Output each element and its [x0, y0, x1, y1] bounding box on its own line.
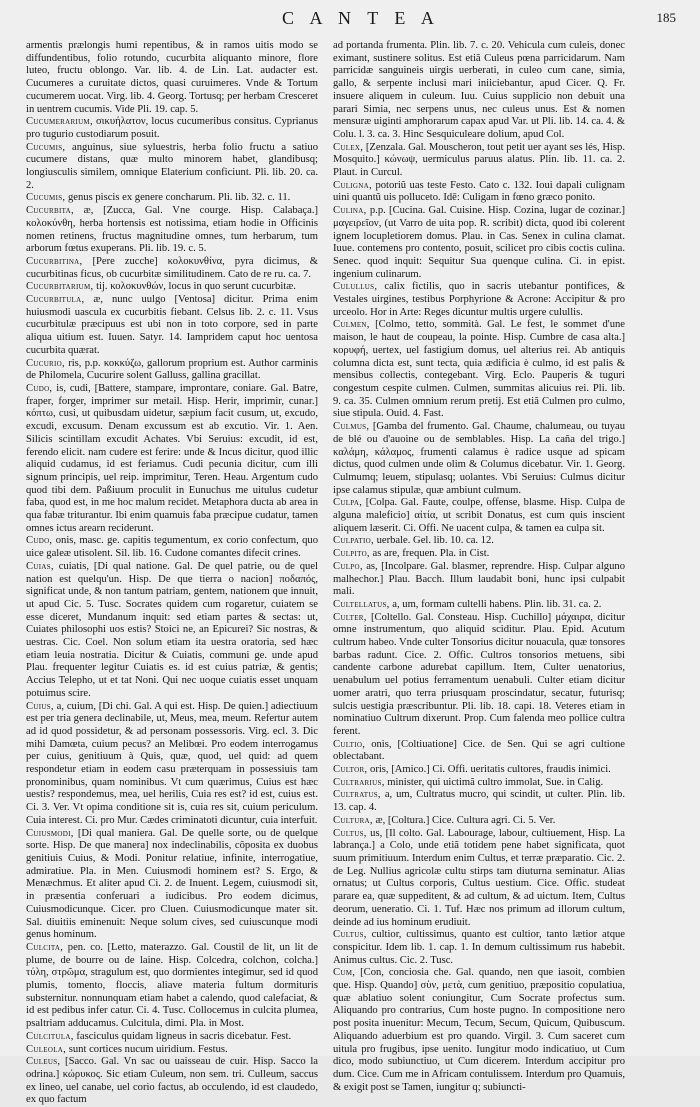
- entry-headword: Cucurbitarium,: [26, 281, 94, 293]
- entry-headword: Culigna,: [333, 179, 372, 191]
- dictionary-entry: [333, 967, 625, 1094]
- entry-headword: Culpo,: [333, 560, 363, 572]
- dictionary-entry: [26, 561, 318, 701]
- entry-headword: Cudo,: [26, 535, 53, 547]
- entry-headword: Culpito,: [333, 548, 370, 560]
- entry-text: [Colpa. Gal. Faute, coulpe, offense, blasme. Hisp. Culpa de alguna maleficio] αἰτία, ut scribit Donatus, est cum quis inscient aliquem læserit. Ci. Offi. Ne uacent culpa, & tamen ea culpa sit.: [333, 497, 625, 534]
- entry-headword: Cucumerarium,: [26, 116, 93, 128]
- entry-headword: Cultus,: [333, 929, 367, 941]
- left-column: [26, 40, 318, 1106]
- entry-headword: Cudo,: [26, 382, 53, 394]
- entry-text: ad portanda frumenta. Plin. lib. 7. c. 20. Vehicula cum culeis, donec eximant, sustinere solitus. Est etiã Culeus pœna parricidarum. Nam parricidæ sanguineis uirgis uerberati, in culeo cum cane, simia, gallo, & serpente inclusi mari iniiciebantur, apud Cicer. Q. Fr. insuere aliquem in culeum. Iuu. Cuius supplicio non debuit una parari Simia, nec serpens unus, nec culeus unus. Est & nomen mensuræ uiginti amphorarum capax apud Var. ut Pli. lib. 14. ca. 4. & Colu. l. 3. ca. 3. Hinc Sesquiculeare dolium, apud Col.: [333, 40, 625, 140]
- dictionary-entry: [26, 1031, 318, 1044]
- page-header: [0, 8, 700, 30]
- entry-headword: Cultio,: [333, 738, 366, 750]
- entry-headword: Cultura,: [333, 814, 373, 826]
- entry-text: æ, [Coltura.] Cice. Cultura agri. Ci. 5. Ver.: [372, 814, 556, 826]
- entry-text: a, um, formam cultelli habens. Plin. lib. 31. ca. 2.: [389, 598, 602, 610]
- entry-text: armentis prælongis humi repentibus, & in ramos uitis modo se diffundentibus, folio rotundo, cucurbita aliquanto minore, flore luteo, fructu oblongo. Var. lib. 4. de Lin. Lat. audacter est. Cucumeres a curuitate dictos, quasi curuimeres. Vnde & Tortum cucumerem uocat. Virg. lib. 4. Georg. Tortusq; per herbam Cresceret in uentrem cucumis. Vide Pli. 19. cap. 5.: [26, 40, 318, 115]
- dictionary-entry: [333, 789, 625, 814]
- dictionary-entry: [26, 383, 318, 535]
- entry-text: tij. κολοκυνθών, locus in quo serunt cucurbitæ.: [93, 281, 296, 293]
- dictionary-entry: [26, 256, 318, 281]
- entry-text: a, um, Cultratus mucro, qui scindit, ut culter. Plin. lib. 13. cap. 4.: [333, 789, 625, 814]
- entry-headword: Cucurbitina,: [26, 255, 83, 267]
- dictionary-entry: [26, 40, 318, 116]
- entry-text: pen. co. [Letto, materazzo. Gal. Coustil de lit, un lit de plume, de bourre ou de laine. Hisp. Colcedra, colchon, colcha.] τύλη, στρῶμα, stragulum est, quo dormientes integimur, sed id quod plumis, tomento, floccis, aliave materia fultum dormituris substernitur. nonnunquam etiam habet a calendo, quod calefaciat, & id est pedibus infer catur. Ci. 4. Tusc. Collocemus in culcita plumea, psaltriam adducamus. Culcitula, dimi. Pla. in Most.: [26, 941, 318, 1030]
- dictionary-entry: [333, 561, 625, 599]
- dictionary-entry: [26, 358, 318, 383]
- entry-text: minister, qui uictimã cultro immolat, Sue. in Calig.: [384, 776, 604, 788]
- entry-text: [Sacco. Gal. Vn sac ou uaisseau de cuir. Hisp. Sacco la odrina.] κώρυκος. Sic etiam Culeum, non sem. tri. Culleum, saccus ex lineo, uel canabe, uel corio factus, ab occulendo, id est claudedo, ex quo factum: [26, 1056, 318, 1106]
- entry-headword: Cultratus,: [333, 789, 381, 801]
- entry-headword: Cuias,: [26, 560, 54, 572]
- entry-text: us, [Il colto. Gal. Labourage, labour, cultiuement, Hisp. La labrança.] a Colo, unde etiã totidem pene habet significata, quot suum primitiuum. Interdum enim Cultus, et terræ præparatio. Cic. 2. de Leg. Nullius agricolæ cultu stirps tam diuturna seminatur. Alias ornatus; ut Cultus corporis, Cultus uestium. Cice. Offic. studeat parare ea, quæ suppeditent, & ad cultum, & ad uictum. Item, Cultus deorum, ueneratio. Ci. 1. Tuf. Hæc nos primum ad illorum cultum, deinde ad ius hominum erudiuit.: [333, 827, 625, 928]
- entry-text: ris, p.p. κοκκύζω, gallorum proprium est. Author carminis de Philomela, Cucurire solent Galluss, gallina gracillat.: [26, 357, 318, 382]
- entry-headword: Cuius,: [26, 700, 54, 712]
- entry-text: anguinus, siue syluestris, herba folio fructu a satiuo cucumere distans, quæ multo minorem habet, glandibusq; longiusculis similem, omnique Elaterium conficiunt. Pli. lib. 20. ca. 2.: [26, 141, 318, 191]
- entry-headword: Culcitula,: [26, 1030, 74, 1042]
- entry-text: æ, nunc uulgo [Ventosa] dicitur. Prima enim huiusmodi uascula ex cucurbitis fiebant. Celsus lib. 2. c. 11. Vsus cucurbitulæ præcipuus est ubi non in toto corpore, sed in parte aliqua uitium est. Iuuen. Satyr. 14. Iampridem caput hoc uentosa cucurbita quærat.: [26, 294, 318, 356]
- entry-headword: Cucurbita,: [26, 205, 74, 217]
- dictionary-entry: [333, 535, 625, 548]
- entry-text: [Zenzala. Gal. Mouscheron, tout petit uer ayant ses lés, Hisp. Mosquito.] κώνωψ, uermiculus paruus alatus. Plin. lib. 11. ca. 2. Plaut. in Curcul.: [333, 141, 625, 179]
- entry-headword: Culeus,: [26, 1056, 61, 1068]
- dictionary-entry: [333, 205, 625, 281]
- dictionary-entry: [26, 701, 318, 828]
- entry-headword: Cuiusmodi,: [26, 827, 74, 839]
- right-column: [333, 40, 625, 1093]
- entry-headword: Cucurio,: [26, 357, 65, 369]
- entry-text: æ, [Zucca, Gal. Vne courge. Hisp. Calabaça.] κολοκύνθη, herba hortensis est notissima, etiam hodie in Officinis nomen retinens, fructus magnitudine omnes, tum herbarum, tum arborum fœtus exuperans. Pli. lib. 19. c. 5.: [26, 205, 318, 255]
- dictionary-entry: [333, 142, 625, 180]
- dictionary-entry: [26, 535, 318, 560]
- dictionary-entry: [333, 319, 625, 421]
- entry-text: [Con, conciosia che. Gal. quando, nen que iasoit, combien que. Hisp. Quando] σὺν, μετὰ, cum genitiuo, præpositio copulatiua, quæ ablatiuo solent coniungitur, Cum Socrate profectus sum. Aliquando pro contrarius, Cum hoste pugno. In compositione nero post posita inuenitur: Mecum, Tecum, Secum, Quicum, Quibuscum. Aliquando aduerbium est pro quando. Virgil. 3. Cum saceret cum uitula pro frugibus, ipse uenito. Iungitur modo indicatiuo, ut Cum dico, modo subiunctiuo, ut Cum dicerem. Interdum accipitur pro dum. Cice. Cum me in Africam contulissem. Interdum pro Quamuis, & exigit post se Tamen, iungitur q; subiuncti-: [333, 967, 625, 1093]
- dictionary-entry: [26, 1044, 318, 1057]
- entry-text: p.p. [Cucina. Gal. Cuisine. Hisp. Cozina, lugar de cozinar.] μαγειρεῖον, (ut Varro de uita pop. R. scribit) dicta, quod ibi colerent ignem locupletiorem domus. Plau. in Cas. Senex in culina clamat. Iuue. contemens pro contento, posuit, scilicet pro cibis coctis culina. Senec. quod inquit: Sequitur Sua quenque culina. Ci. in epist. ingenium culinarum.: [333, 205, 625, 280]
- dictionary-entry: [26, 1056, 318, 1107]
- entry-text: genus piscis ex genere concharum. Pli. lib. 32. c. 11.: [65, 192, 291, 204]
- entry-text: uerbale. Gel. lib. 10. ca. 12.: [373, 535, 494, 547]
- entry-text: potoriũ uas teste Festo. Cato c. 132. Ioui dapali culignam uini quantũ uis polluceto. Idē: Culigam in fœno græco ponito.: [333, 179, 625, 204]
- entry-headword: Cultus,: [333, 827, 367, 839]
- dictionary-entry: [333, 828, 625, 930]
- entry-text: σικυήλατον, locus cucumeribus consitus. Cyprianus pro tugurio custodiarum posuit.: [26, 116, 318, 140]
- entry-text: onis, [Coltiuatione] Cice. de Sen. Qui se agri cultione oblectabant.: [333, 738, 625, 763]
- dictionary-entry: [333, 421, 625, 497]
- dictionary-entry: [26, 205, 318, 256]
- dictionary-entry: [333, 739, 625, 764]
- entry-headword: Culex,: [333, 141, 364, 153]
- entry-headword: Cucumis,: [26, 141, 66, 153]
- dictionary-entry: [26, 142, 318, 193]
- dictionary-entry: [333, 548, 625, 561]
- entry-text: sunt cortices nucum uiridium. Festus.: [66, 1043, 228, 1055]
- entry-headword: Cultrarius,: [333, 776, 385, 788]
- entry-text: cuiatis, [Di qual natione. Gal. De quel patrie, ou de quel nation est quelqu'un. Hisp. De que tierra o nacion] ποδαπός, significat unde, & non tantum patriam, gentem, nationem que innuit, ut apud Cic. 5. Tusc. Socrates quidem cum rogaretur, cuiatem se esse diceret, Mundanum inquit: sed etiam partes & sectas: ut, Cuiates philosophi uos estis? Stoici ne, an Epicurei? Sic nostras, & uestras. Cic. Coel. Non solum etiam ita uestra oratoria, sed hæc etiam leuia nostratia. Dicitur & Cuiatis, communi ge. unde apud Plau. frequenter legitur Cuiatis es. id est cuius patriæ, & gentis; Accius Telepho, ut et tat Noni. Qui nec uoque cuiatis esset unquam potuimus scire.: [26, 560, 318, 699]
- dictionary-entry: [26, 281, 318, 294]
- entry-headword: Cum,: [333, 967, 356, 979]
- dictionary-entry: [333, 929, 625, 967]
- dictionary-entry: [333, 815, 625, 828]
- page-number: 185: [656, 10, 676, 25]
- entry-headword: Culcita,: [26, 941, 64, 953]
- entry-text: calix fictilis, quo in sacris utebantur pontifices, & Vestales uirgines, testibus Porphyrione & Acrone: Accipitur & pro urceolo. Hor in Arte: Reges dicuntur multis urgere culullis.: [333, 281, 625, 318]
- entry-headword: Culter,: [333, 611, 367, 623]
- entry-headword: Culullus,: [333, 281, 378, 293]
- entry-headword: Cultor,: [333, 764, 368, 776]
- entry-headword: Cucurbitula,: [26, 294, 85, 306]
- dictionary-entry: [26, 942, 318, 1031]
- dictionary-entry: [333, 612, 625, 739]
- entry-text: onis, masc. ge. capitis tegumentum, ex corio confectum, quo uice galeæ utisolent. Sil. lib. 16. Cudone comantes difecit crines.: [26, 535, 318, 560]
- dictionary-entry: [333, 764, 625, 777]
- entry-headword: Cucumis,: [26, 192, 66, 204]
- entry-headword: Culina,: [333, 205, 367, 217]
- dictionary-entry: [26, 294, 318, 358]
- entry-text: [Pere zucche] κολοκυνθίνα, pyra dicimus, & cucurbitinas ficus, ob cucurbitæ similitudinem. Cato de re ru. ca. 7.: [26, 255, 318, 280]
- entry-headword: Culmus,: [333, 421, 370, 433]
- running-head: C A N T E A: [282, 8, 440, 28]
- dictionary-entry: [333, 777, 625, 790]
- dictionary-entry: [26, 116, 318, 141]
- entry-text: as, [Incolpare. Gal. blasmer, reprendre. Hisp. Culpar alguno malhechor.] Plau. Bacch. Illum laudabit boni, hunc ipsi culpabit mali.: [333, 560, 625, 598]
- dictionary-entry: [333, 497, 625, 535]
- entry-text: cultior, cultissimus, quanto est cultior, tanto lætior atque conspicitur. Idem lib. 1. cap. 1. In demum cultissimum rus habebit. Animus cultus. Cic. 2. Tusc.: [333, 929, 625, 966]
- dictionary-entry: [26, 192, 318, 205]
- entry-text: [Colmo, tetto, sommità. Gal. Le fest, le sommet d'une maison, le haut de coupeau, la pointe. Hisp. Cumbre de casa alta.] κορυφή, uertex, uel fastigium domus, uel alterius rei. Ab antiquis columna dicta est, sunt tecta, quia ædificia è culmo, id est palis & mensibus collectis, contegebant. Virg. Eclo. Pauperis & tuguri congestum cespite culmen. Culmen, summitas alicuius rei. Pli. lib. 9. ca. 35. Culmen omnium rerum pretij. Est etiã Culmen pro culmo, siue stipula. Ouid. 4. Fast.: [333, 319, 625, 420]
- entry-text: [Gamba del frumento. Gal. Chaume, chalumeau, ou tuyau de blé ou d'auoine ou de semblables. Hisp. La caña del trigo.] καλάμη, κάλαμος, frumenti calamus è radice usque ad spicam dictus, quod culmen unde olim & Columus dicebatur. Vir. 1. Georg. Culmumq; leuem, stipulasq; uolantes. Vbi Seruius: Culmus dicitur ipse calamus stipulæ, quæ ambiunt culmum.: [333, 421, 625, 496]
- entry-text: as are, frequen. Pla. in Cist.: [369, 548, 490, 560]
- dictionary-entry: [333, 599, 625, 612]
- dictionary-entry: [333, 40, 625, 142]
- entry-headword: Culmen,: [333, 319, 370, 331]
- entry-text: fasciculus quidam ligneus in sacris dicebatur. Fest.: [73, 1030, 292, 1042]
- entry-headword: Culpatio,: [333, 535, 374, 547]
- dictionary-entry: [333, 281, 625, 319]
- dictionary-entry: [333, 180, 625, 205]
- entry-headword: Culpa,: [333, 497, 363, 509]
- entry-text: [Coltello. Gal. Consteau. Hisp. Cuchillo] μάχαιρα, dicitur omne instrumentum, quo aliquid sciditur. Plau. Epid. Acutum cultrum habeo. Vnde culter Tonsorius dicitur nouacula, quæ tonsores barbas radunt. Cice. 2. Offic. Cultros tonsorios metuens, sibi candente carbone adurebat capillum. Item, Culter uenatorius, uenabulum uel potius ferramentum uenabuli. Culter etiam dicitur uomer aratri, quo terra priusquam proscindatur, secatur, futurisq; sulcis uestigia præscribuntur. Pli. lib. 18. capi. 18. Veteres etiam in nominatiuo Cultrum dixerunt. Prop. Cum falenda meo pollice cultra ferent.: [333, 611, 625, 737]
- dictionary-entry: [26, 828, 318, 942]
- entry-headword: Culeola,: [26, 1043, 67, 1055]
- entry-text: oris, [Amico.] Ci. Offi. ueritatis cultores, fraudis inimici.: [367, 764, 611, 776]
- entry-text: [Di qual maniera. Gal. De quelle sorte, ou de quelque sorte. Hisp. De que manera] nox indeclinabilis, cõposita ex duobus genitiuis Cuius, & Modi. Ponitur relatiue, infinite, interrogatiue, admiratiue. Pla. in Men. Cuiusmodi hominem est? S. Ergo, & Menæchmus. Et aliter apud Ci. 2. de Inuent. Legem, cuiusmodi sit, in præsentia conferuari a iudicibus. Pro eodem dicimus, Cuiusmodicunque. Cicer. pro Cluen. Cuiusmodicunque mater sit. Sal. diuitiis eminenuit: Neque solum cives, sed cuiuscunque modi genus hominum.: [26, 827, 318, 941]
- entry-headword: Cultellatus,: [333, 598, 390, 610]
- entry-text: a, cuium, [Di chi. Gal. A qui est. Hisp. De quien.] adiectiuum est per tria genera declinabile, ut, Meus, mea, meum. Refertur autem ad id quod possidetur, & ad personam possessoris. Virg. ecl. 3. Dic mihi Damœta, cuium pecus? an Melibœi. Pro eodem interrogamus per cuius, genitiuum à Quis, quæ, quod, uel quid: ad quem respondetur etiam in eodem casu præterquam in possessiuis tam pronominibus, quam nominibus. Vt cum quærimus, Cuius est hæc uestis? respondemus, mea, uel herilis, Cuia res est? id est, cuius est. Ci. 3. Ver. Vt opima conditione sit is, cuia res sit, cuium periculum. Cuia interest. Ci. pro Mur. Cædes criminatoti dicuntur, cuia interfuit.: [26, 700, 318, 826]
- entry-text: is, cudi, [Battere, stampare, improntare, coniare. Gal. Batre, fraper, forger, imprimer sur metail. Hisp. Herir, imprimir, cunar.] κόπτω, cusi, ut quibusdam uidetur, sæpium facit cusum, ut, excudo, excudi, excusum. Denam excussum est ab excutio. Vir. 1. Aen. Silicis scintillam excudit Achates. Vbi Seruius: excudit, id est, ferendo elicit. nam cudere est ferire: unde & Incus dicitur, quod illic aliquid cudamus, id est feriamus. Cudi pecunia dicitur, cum illi signum principis, uel reip. imprimitur, Teren. Heau. Argentum cudo quod tibi dem. Paßiuum proculit in Eunuchus me uitulus cudetur faba, quod est, in me hoc malum recidet. Metaphora ducta ab area in qua fabæ triturantur. Ibi enim quamuis faba præcipue cudatur, tamen omnes ictus arearn reciderunt.: [26, 382, 318, 534]
